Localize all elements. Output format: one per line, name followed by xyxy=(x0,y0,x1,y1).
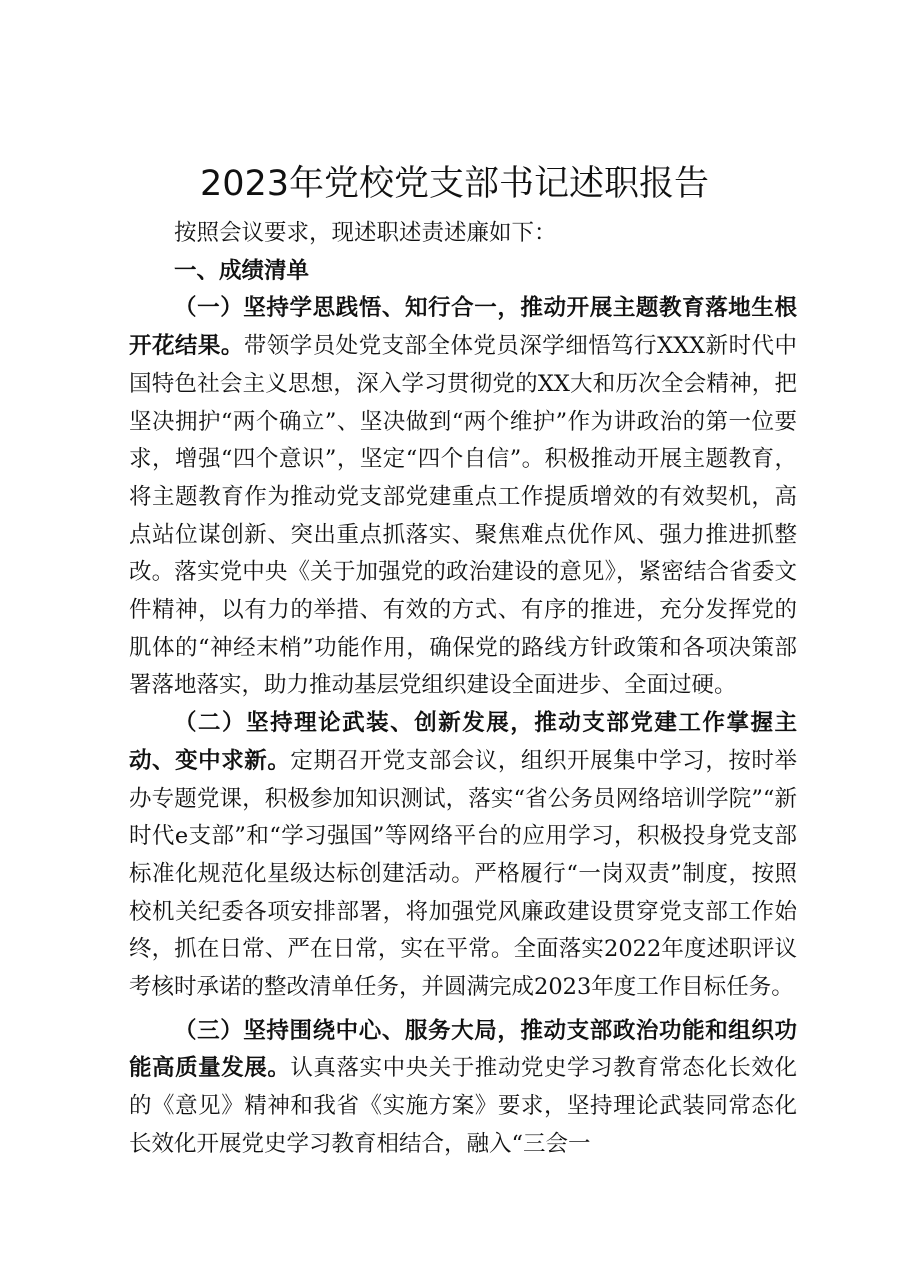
paragraph-3-lead: （三）坚持围绕中心、服务大局，推动支部政治功能和组织功能高质量发展。 xyxy=(129,1017,797,1082)
paragraph-2-body: 定期召开党支部会议，组织开展集中学习，按时举办专题党课，积极参加知识测试，落实“省公务员网络培训学院”“新时代e支部”和“学习强国”等网络平台的应用学习，积极投身党支部标准化规范化星级达标创建活动。严格履行“一岗双责”制度，按照校机关纪委各项安排部署，将加强党风廉政建设贯穿党支部工作始终，抓在日常、严在日常，实在平常。全面落实2022年度述职评议考核时承诺的整改清单任务，并圆满完成2023年度工作目标任务。 xyxy=(129,747,797,1001)
paragraph-1-lead: （一）坚持学思践悟、知行合一，推动开展主题教育落地生根开花结果。 xyxy=(129,295,797,360)
paragraph-3-body: 认真落实中央关于推动党史学习教育常态化长效化的《意见》精神和我省《实施方案》要求，坚持理论武装同常态化长效化开展党史学习教育相结合，融入“三会一 xyxy=(129,1055,797,1157)
document-body xyxy=(129,211,797,1164)
intro-paragraph: 按照会议要求，现述职述责述廉如下： xyxy=(174,220,557,246)
paragraph-1-body: 带领学员处党支部全体党员深学细悟笃行XXX新时代中国特色社会主义思想，深入学习贯彻党的XX大和历次全会精神，把坚决拥护“两个确立”、坚决做到“两个维护”作为讲政治的第一位要求，增强“四个意识”，坚定“四个自信”。积极推动开展主题教育，将主题教育作为推动党支部党建重点工作提质增效的有效契机，高点站位谋创新、突出重点抓落实、聚焦难点优作风、强力推进抓整改。落实党中央《关于加强党的政治建设的意见》，紧密结合省委文件精神，以有力的举措、有效的方式、有序的推进，充分发挥党的肌体的“神经末梢”功能作用，确保党的路线方针政策和各项决策部署落地落实，助力推动基层党组织建设全面进步、全面过硬。 xyxy=(129,333,797,699)
document-title: 2023年党校党支部书记述职报告 xyxy=(199,164,710,204)
paragraph-3 xyxy=(129,1013,797,1164)
paragraph-2-lead: （二）坚持理论武装、创新发展，推动支部党建工作掌握主动、变中求新。 xyxy=(129,710,797,774)
section-heading: 一、成绩清单 xyxy=(174,257,310,284)
paragraph-1 xyxy=(129,290,797,705)
paragraph-2 xyxy=(129,705,797,1007)
